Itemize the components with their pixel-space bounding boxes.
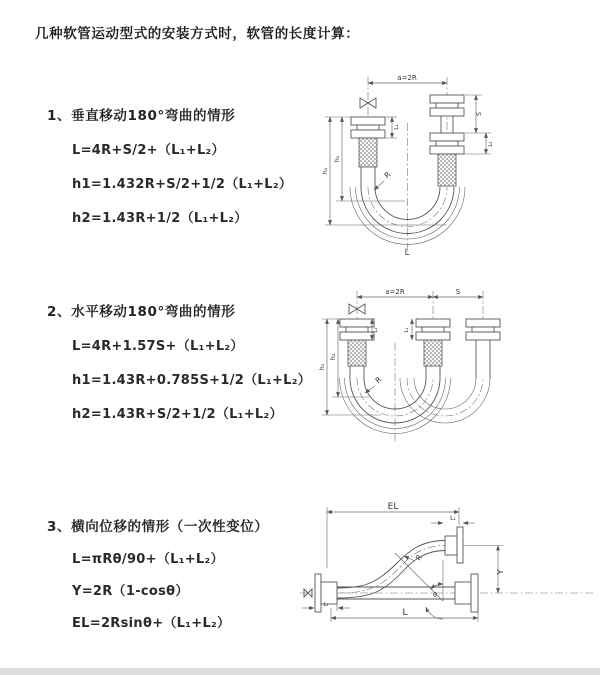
diagram-horizontal-180-bend <box>305 283 600 448</box>
dim-a2r-label: a=2R <box>385 288 405 296</box>
formula-line: h2=1.43R+1/2（L₁+L₂） <box>72 211 248 226</box>
dim-l1-label: L₁ <box>394 124 400 130</box>
radius-callout <box>365 375 383 393</box>
dim-s-label: S <box>475 111 483 117</box>
dim-h2-label: h₂ <box>329 353 337 361</box>
left-fitting <box>340 319 374 378</box>
dim-l-label: L <box>402 608 408 618</box>
formula-line: h1=1.43R+0.785S+1/2（L₁+L₂） <box>72 373 312 388</box>
length-label: L <box>404 248 410 258</box>
dim-h2-label: h₂ <box>333 155 341 163</box>
section-vertical-180 <box>47 104 292 226</box>
dim-l1-label: L₁ <box>404 327 410 333</box>
dim-s-label: S <box>455 288 461 296</box>
braided-hose-section <box>348 340 366 366</box>
dim-y-label: Y <box>496 569 505 575</box>
braided-hose-section <box>424 340 442 366</box>
dimension-l1-left <box>302 602 350 611</box>
section-2-heading: 2、水平移动180°弯曲的情形 <box>47 304 236 320</box>
right-fitting <box>430 95 464 186</box>
radius-label: R <box>382 169 393 181</box>
formula-line: L=πRθ/90+（L₁+L₂） <box>72 552 224 567</box>
dim-a2r-label: a=2R <box>397 74 417 82</box>
section-3-heading: 3、横向位移的情形（一次性变位） <box>47 519 269 535</box>
formula-line: h1=1.432R+S/2+1/2（L₁+L₂） <box>72 177 293 192</box>
dim-l1-label: L₁ <box>373 327 379 333</box>
hose-s-curve <box>337 541 445 599</box>
section-horizontal-180 <box>47 300 311 422</box>
dim-l2-label: L₂ <box>488 141 494 147</box>
page-bottom-edge <box>0 668 600 675</box>
braided-hose-section <box>359 138 377 167</box>
radius-callout <box>374 170 392 190</box>
dimension-l1-top <box>431 515 475 523</box>
radius-label: R <box>413 552 425 563</box>
dimension-el <box>327 502 459 568</box>
formula-line: Y=2R（1-cosθ） <box>72 584 189 599</box>
dimension-l1-middle <box>404 319 412 340</box>
formula-line: L=4R+S/2+（L₁+L₂） <box>72 143 225 158</box>
dimension-a2r <box>368 74 447 83</box>
section-1-heading: 1、垂直移动180°弯曲的情形 <box>47 108 236 124</box>
angle-theta-label: θ <box>433 591 437 599</box>
dim-h1-label: h₁ <box>321 167 329 175</box>
section-lateral-displacement <box>47 515 269 631</box>
page-title: 几种软管运动型式的安装方式时，软管的长度计算： <box>35 26 360 42</box>
dimension-a2r-s <box>357 288 483 297</box>
dim-h1-label: h₁ <box>318 363 326 371</box>
dimension-s-l2 <box>457 95 494 154</box>
radius-label: R <box>373 374 384 386</box>
formula-line: EL=2Rsinθ+（L₁+L₂） <box>72 616 231 631</box>
left-fitting <box>351 117 385 187</box>
dimension-l <box>331 608 478 622</box>
braided-hose-section <box>438 154 456 186</box>
formula-line: L=4R+1.57S+（L₁+L₂） <box>72 339 244 354</box>
right-fitting <box>466 319 500 378</box>
diagram-vertical-180-bend <box>305 65 600 265</box>
middle-fitting <box>416 319 450 378</box>
diagram-lateral-displacement <box>295 498 600 658</box>
dim-l1-label: L₁ <box>323 602 329 608</box>
dim-l1-label: L₁ <box>450 515 456 522</box>
dim-el-label: EL <box>387 502 399 512</box>
top-right-flange <box>445 527 463 563</box>
formula-line: h2=1.43R+S/2+1/2（L₁+L₂） <box>72 407 283 422</box>
